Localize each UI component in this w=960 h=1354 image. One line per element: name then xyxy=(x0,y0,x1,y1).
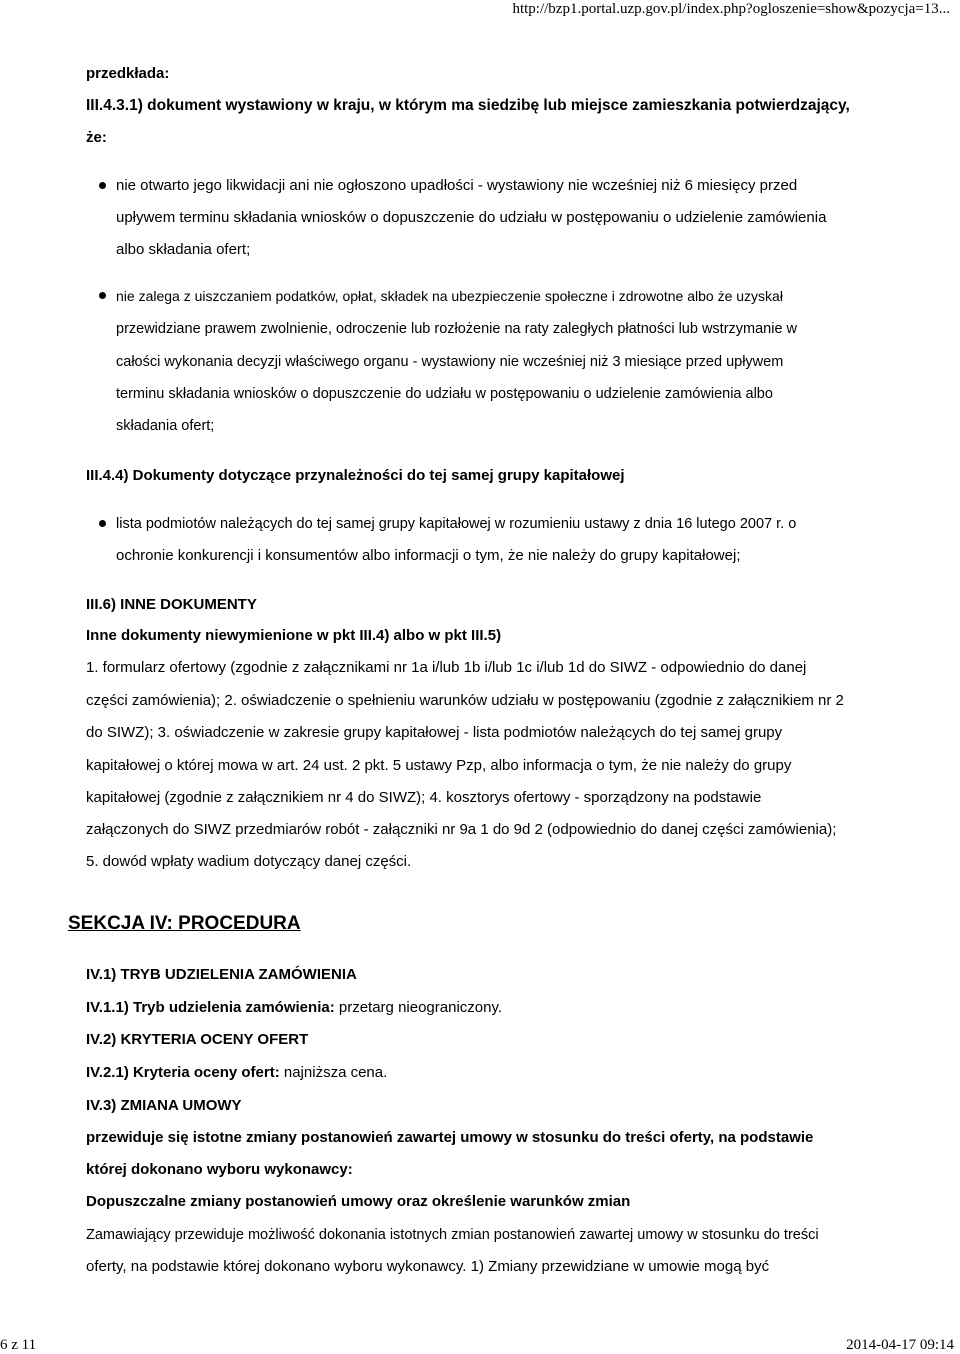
iv21-line xyxy=(86,1064,387,1082)
iv3-text-line: oferty, na podstawie której dokonano wyboru wykonawcy. 1) Zmiany przewidziane w umowie mogą być xyxy=(86,1258,770,1275)
section-3-6-line: załączonych do SIWZ przedmiarów robót - załączniki nr 9a 1 do 9d 2 (odpowiednio do danej części zamówienia); xyxy=(86,821,837,838)
iv2-title: IV.2) KRYTERIA OCENY OFERT xyxy=(86,1031,309,1048)
section-3-6-line: części zamówienia); 2. oświadczenie o spełnieniu warunków udziału w postępowaniu (zgodnie z załącznikiem nr 2 xyxy=(86,692,844,709)
bullet2-line: składania ofert; xyxy=(116,418,215,434)
bullet1-line: nie otwarto jego likwidacji ani nie ogłoszono upadłości - wystawiony nie wcześniej niż 6 miesięcy przed xyxy=(116,177,798,194)
section-3-6-subtitle: Inne dokumenty niewymienione w pkt III.4) albo w pkt III.5) xyxy=(86,627,502,644)
iv3-question: przewiduje się istotne zmiany postanowień zawartej umowy w stosunku do treści oferty, na podstawie xyxy=(86,1129,814,1146)
bullet1-line: albo składania ofert; xyxy=(116,241,251,258)
bullet3-line: lista podmiotów należących do tej samej grupy kapitałowej w rozumieniu ustawy z dnia 16 lutego 2007 r. o xyxy=(116,516,797,532)
bullet3-line: ochronie konkurencji i konsumentów albo informacji o tym, że nie należy do grupy kapitałowej; xyxy=(116,547,741,564)
bullet2-line: przewidziane prawem zwolnienie, odroczenie lub rozłożenie na raty zaległych płatności lub wstrzymanie w xyxy=(116,321,798,337)
bullet-icon xyxy=(99,520,106,527)
section-3-6-line: 1. formularz ofertowy (zgodnie z załącznikami nr 1a i/lub 1b i/lub 1c i/lub 1d do SIWZ - odpowiednio do danej xyxy=(86,659,807,676)
iv1-title: IV.1) TRYB UDZIELENIA ZAMÓWIENIA xyxy=(86,966,357,983)
iv11-line xyxy=(86,999,502,1017)
bullet2-line: całości wykonania decyzji właściwego organu - wystawiony nie wcześniej niż 3 miesiące przed upływem xyxy=(116,354,784,370)
iv21-value: najniższa cena. xyxy=(279,1064,388,1081)
print-header-url: http://bzp1.portal.uzp.gov.pl/index.php?ogloszenie=show&pozycja=13... xyxy=(512,1,950,17)
section-3-6-line: 5. dowód wpłaty wadium dotyczący danej części. xyxy=(86,853,412,870)
iv3-title: IV.3) ZMIANA UMOWY xyxy=(86,1097,242,1114)
section-3-6-line: kapitałowej o której mowa w art. 24 ust. 2 pkt. 5 ustawy Pzp, albo informacja o tym, że nie należy do grupy xyxy=(86,757,792,774)
section-3-4-3-1-title: III.4.3.1) dokument wystawiony w kraju, w którym ma siedzibę lub miejsce zamieszkania potwierdzający, xyxy=(86,97,850,114)
iv3-question-cont: której dokonano wyboru wykonawcy: xyxy=(86,1161,353,1178)
print-datetime: 2014-04-17 09:14 xyxy=(846,1337,954,1353)
section-3-4-4-title: III.4.4) Dokumenty dotyczące przynależności do tej samej grupy kapitałowej xyxy=(86,467,625,484)
iv3-text-line: Zamawiający przewiduje możliwość dokonania istotnych zmian postanowień zawartej umowy w stosunku do treści xyxy=(86,1227,819,1243)
page-counter: 6 z 11 xyxy=(0,1337,37,1353)
section-iv-title: SEKCJA IV: PROCEDURA xyxy=(68,913,301,934)
section-3-4-3-1-title-cont: że: xyxy=(86,129,107,146)
section-3-6-title: III.6) INNE DOKUMENTY xyxy=(86,596,257,613)
intro-label: przedkłada: xyxy=(86,65,170,82)
bullet-icon xyxy=(99,292,106,299)
bullet1-line: upływem terminu składania wniosków o dopuszczenie do udziału w postępowaniu o udzielenie zamówienia xyxy=(116,209,827,226)
iv3-subtitle: Dopuszczalne zmiany postanowień umowy oraz określenie warunków zmian xyxy=(86,1193,631,1210)
iv21-label: IV.2.1) Kryteria oceny ofert: xyxy=(86,1064,280,1081)
bullet2-line: nie zalega z uiszczaniem podatków, opłat, składek na ubezpieczenie społeczne i zdrowotne albo że uzyskał xyxy=(116,288,783,304)
bullet-icon xyxy=(99,182,106,189)
section-3-6-line: do SIWZ); 3. oświadczenie w zakresie grupy kapitałowej - lista podmiotów należących do tej samej grupy xyxy=(86,724,783,741)
iv11-label: IV.1.1) Tryb udzielenia zamówienia: xyxy=(86,999,335,1016)
section-3-6-line: kapitałowej (zgodnie z załącznikiem nr 4 do SIWZ); 4. kosztorys ofertowy - sporządzony na podstawie xyxy=(86,789,762,806)
iv11-value: przetarg nieograniczony. xyxy=(334,999,503,1016)
bullet2-line: terminu składania wniosków o dopuszczenie do udziału w postępowaniu o udzielenie zamówienia albo xyxy=(116,386,773,402)
